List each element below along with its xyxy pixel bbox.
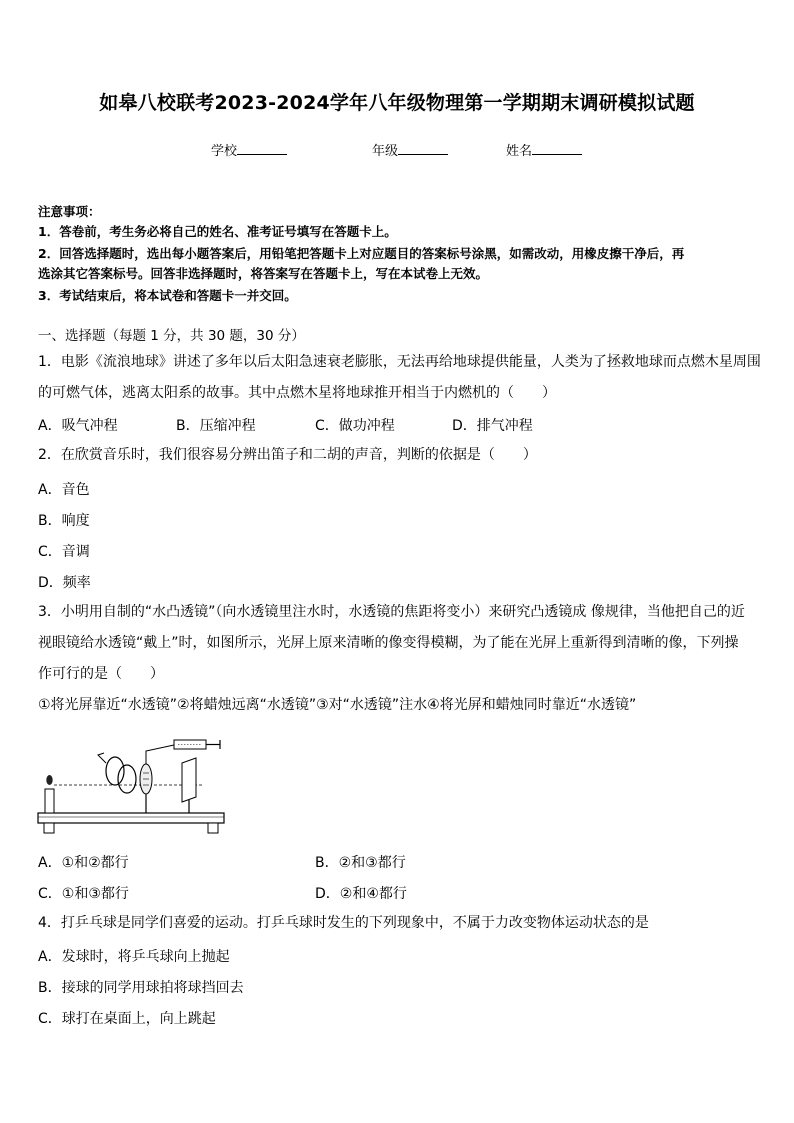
question-1-option-c: C．做功冲程 [315,418,395,434]
notice-item: 3．考试结束后，将本试卷和答题卡一并交回。 [38,288,297,303]
glasses-right-lens [118,765,136,793]
grade-field [372,140,448,159]
question-4-option-c: C．球打在桌面上，向上跳起 [38,1011,216,1027]
glasses-left-lens [106,757,124,785]
notice-item: 2．回答选择题时，选出每小题答案后，用铅笔把答题卡上对应题目的答案标号涂黑，如需改动，用橡皮擦干净后，再 [38,246,685,261]
question-3-line: 3．小明用自制的“水凸透镜”（向水透镜里注水时，水透镜的焦距将变小）来研究凸透镜成 像规律，当他把自己的近 [38,604,745,620]
notice-item: 选涂其它答案标号。回答非选择题时，将答案写在答题卡上，写在本试卷上无效。 [38,266,489,281]
question-2-line: 2．在欣赏音乐时，我们很容易分辨出笛子和二胡的声音，判断的依据是（ ） [38,447,537,463]
question-2-option-a: A．音色 [38,482,90,498]
question-1-line: 1．电影《流浪地球》讲述了多年以后太阳急速衰老膨胀，无法再给地球提供能量，人类为了拯救地球而点燃木星周围 [38,354,761,370]
school-blank [237,141,287,155]
notice-item: 1．答卷前，考生务必将自己的姓名、准考证号填写在答题卡上。 [38,224,397,239]
question-2-option-d: D．频率 [38,575,91,591]
notice-heading: 注意事项： [38,204,101,219]
question-1-line: 的可燃气体，逃离太阳系的故事。其中点燃木星将地球推开相当于内燃机的（ ） [38,385,556,401]
grade-label: 年级 [372,144,399,159]
question-1-option-d: D．排气冲程 [452,418,533,434]
name-blank [532,141,582,155]
question-4-line: 4．打乒乓球是同学们喜爱的运动。打乒乓球时发生的下列现象中，不属于力改变物体运动状态的是 [38,915,649,931]
section-heading: 一、选择题（每题 1 分，共 30 题，30 分） [38,328,305,344]
question-3-option-d: D．②和④都行 [315,886,407,902]
name-field [506,140,582,159]
question-3-option-b: B．②和③都行 [315,855,406,871]
question-3-line: 作可行的是（ ） [38,666,164,682]
candle-flame [46,775,52,785]
question-1-option-a: A．吸气冲程 [38,418,118,434]
school-field [211,140,287,159]
name-label: 姓名 [506,144,533,159]
question-2-option-b: B．响度 [38,513,90,529]
question-3-line: 视眼镜给水透镜“戴上”时，如图所示，光屏上原来清晰的像变得模糊，为了能在光屏上重新得到清晰的像，下列操 [38,635,739,651]
bench-leg-right [208,823,218,833]
page-title: 如皋八校联考2023-2024学年八年级物理第一学期期末调研模拟试题 [99,92,695,114]
grade-blank [398,141,448,155]
bench-top [38,813,224,823]
question-4-option-b: B．接球的同学用球拍将球挡回去 [38,980,244,996]
question-1-option-b: B．压缩冲程 [176,418,256,434]
light-screen [182,758,196,802]
bench-leg-left [44,823,54,833]
question-3-option-c: C．①和③都行 [38,886,129,902]
optical-bench-figure [36,733,226,837]
question-2-option-c: C．音调 [38,544,90,560]
question-3-option-a: A．①和②都行 [38,855,129,871]
question-3-line: ①将光屏靠近“水透镜”②将蜡烛远离“水透镜”③对“水透镜”注水④将光屏和蜡烛同时靠近“水透镜” [38,697,637,713]
question-4-option-a: A．发球时，将乒乓球向上抛起 [38,949,230,965]
school-label: 学校 [211,144,238,159]
candle [45,789,54,813]
